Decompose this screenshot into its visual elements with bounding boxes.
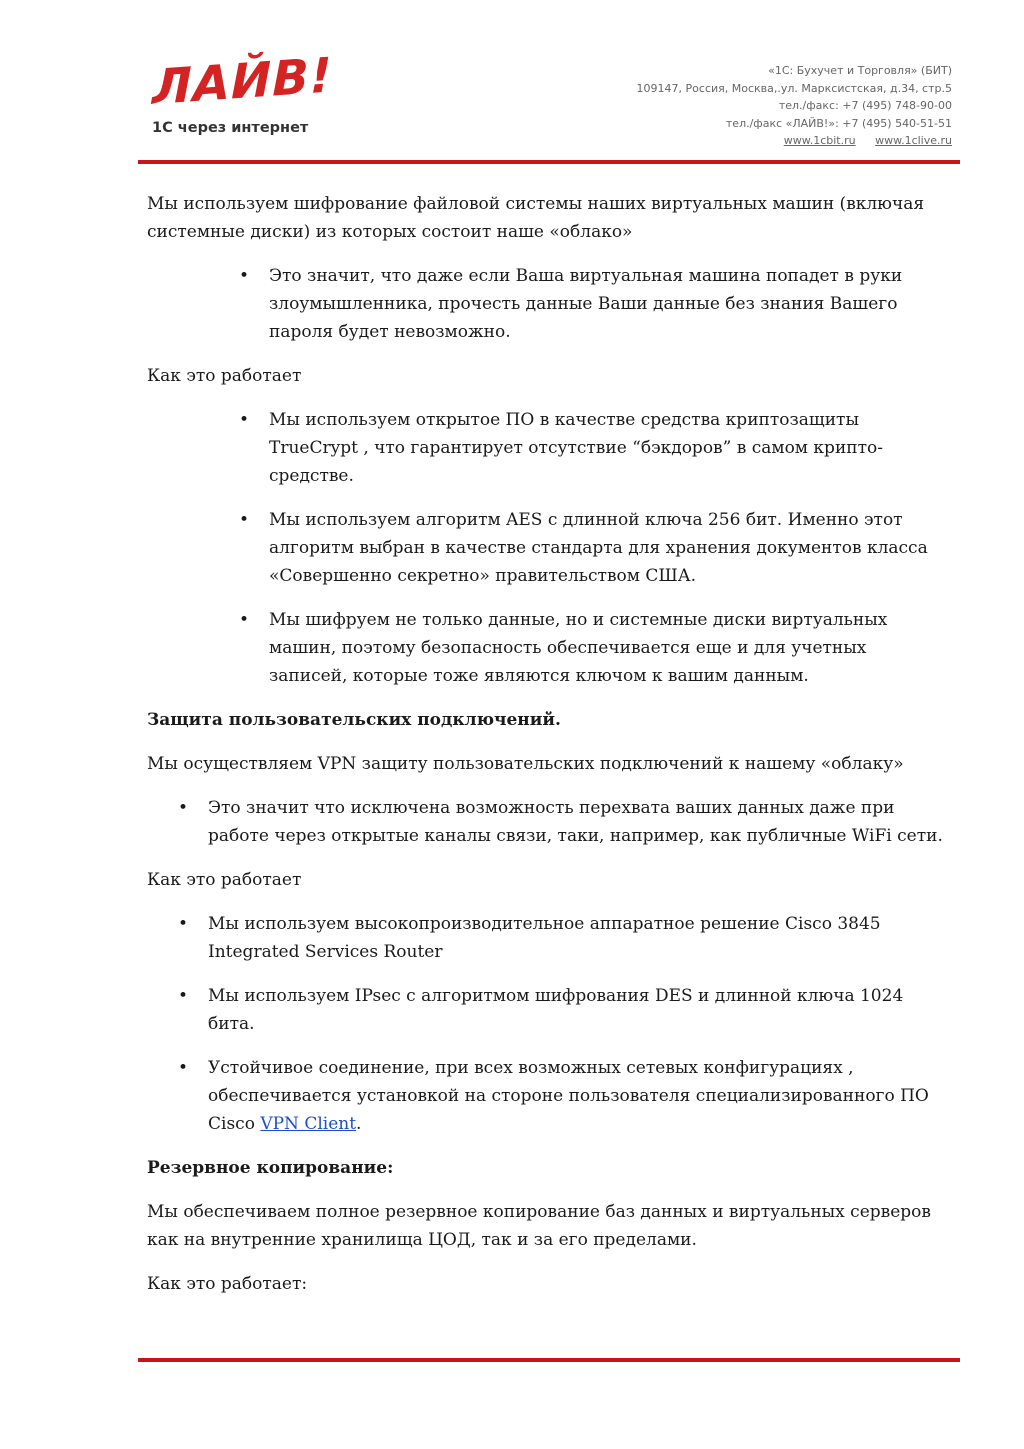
logo-tagline: 1С через интернет: [152, 120, 309, 136]
contact-block: [637, 62, 952, 150]
list-item-text: Устойчивое соединение, при всех возможных сетевых конфигурациях , обеспечивается установкой на стороне пользователя специализированного ПО Cisco: [208, 1058, 929, 1134]
list-item: • Мы используем алгоритм AES с длинной ключа 256 бит. Именно этот алгоритм выбран в качестве стандарта для хранения документов класса «Совершенно секретно» правительством США.: [269, 506, 947, 590]
company-address: 109147, Россия, Москва,.ул. Марксистская, д.34, стр.5: [636, 81, 952, 95]
company-phone: тел./факс: +7 (495) 748-90-00: [778, 99, 952, 112]
list-item: • Мы шифруем не только данные, но и системные диски виртуальных машин, поэтому безопасность обеспечивается еще и для учетных записей, которые тоже являются ключом к вашим данным.: [269, 606, 947, 690]
bullet-list-encryption-details: [147, 406, 947, 690]
vpn-client-link[interactable]: VPN Client: [260, 1114, 357, 1134]
list-item: • Это значит что исключена возможность перехвата ваших данных даже при работе через открытые каналы связи, таки, например, как публичные WiFi сети.: [208, 794, 947, 850]
paragraph-backup: Мы обеспечиваем полное резервное копирование баз данных и виртуальных серверов как на внутренние хранилища ЦОД, так и за его пределами.: [147, 1202, 931, 1250]
company-logo: [152, 47, 333, 136]
heading-connection-protection: Защита пользовательских подключений.: [147, 710, 561, 730]
logo-wordmark: ЛАЙВ!: [152, 47, 333, 116]
company-name: «1С: Бухучет и Торговля» (БИТ): [768, 64, 952, 77]
list-item: [208, 1054, 947, 1138]
paragraph-how-it-works-1: Как это работает: [147, 366, 302, 386]
bullet-list-vpn-details: [147, 910, 947, 1138]
list-item: • Мы используем открытое ПО в качестве средства криптозащиты TrueCrypt , что гарантирует отсутствие “бэкдоров” в самом крипто-средстве.: [269, 406, 947, 490]
paragraph-encryption: Мы используем шифрование файловой системы наших виртуальных машин (включая системные диски) из которых состоит наше «облако»: [147, 194, 925, 242]
website-links: [637, 132, 952, 150]
list-item: • Мы используем IPsec с алгоритмом шифрования DES и длинной ключа 1024 бита.: [208, 982, 947, 1038]
paragraph-how-it-works-2: Как это работает: [147, 870, 302, 890]
bullet-list-vpn-meaning: [147, 794, 947, 850]
paragraph-vpn: Мы осуществляем VPN защиту пользовательских подключений к нашему «облаку»: [147, 754, 904, 774]
header-divider: [138, 160, 960, 164]
live-phone: тел./факс «ЛАЙВ!»: +7 (495) 540-51-51: [725, 116, 952, 130]
document-body: [147, 190, 947, 1314]
site-link-1cbit[interactable]: www.1cbit.ru: [783, 134, 856, 147]
paragraph-how-it-works-3: Как это работает:: [147, 1274, 308, 1294]
list-item-end: .: [356, 1114, 362, 1134]
footer-divider: [138, 1358, 960, 1362]
list-item: • Мы используем высокопроизводительное аппаратное решение Cisco 3845 Integrated Services Router: [208, 910, 947, 966]
list-item: • Это значит, что даже если Ваша виртуальная машина попадет в руки злоумышленника, прочесть данные Ваши данные без знания Вашего пароля будет невозможно.: [269, 262, 947, 346]
site-link-1clive[interactable]: www.1clive.ru: [875, 134, 952, 147]
heading-backup: Резервное копирование:: [147, 1158, 394, 1178]
bullet-list-encryption-meaning: [147, 262, 947, 346]
